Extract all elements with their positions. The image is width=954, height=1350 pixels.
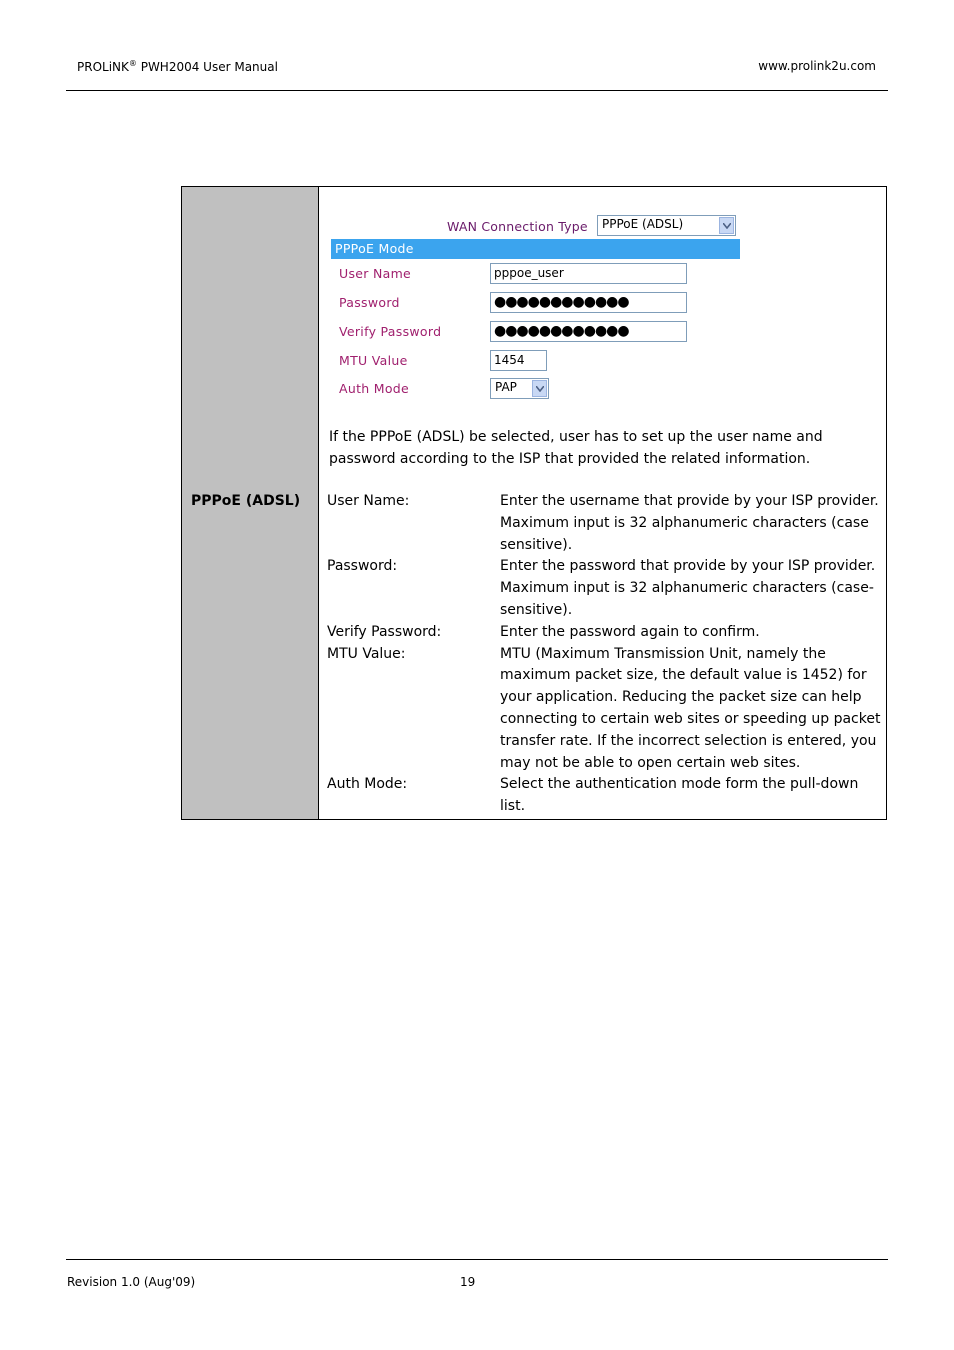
auth-mode-value: PAP — [495, 380, 517, 394]
pppoe-mode-title: PPPoE Mode — [335, 241, 414, 256]
definition-term: Auth Mode: — [327, 776, 408, 793]
definition-row — [327, 491, 883, 556]
definition-term: MTU Value: — [327, 645, 406, 662]
definition-term: Verify Password: — [327, 623, 442, 640]
definition-desc: Enter the username that provide by your ISP provider. Maximum input is 32 alphanumeric characters (case sensitive). — [500, 493, 879, 553]
chevron-down-icon[interactable] — [719, 217, 734, 234]
definition-desc: Enter the password again to confirm. — [500, 623, 760, 640]
definition-row — [327, 774, 883, 818]
page-number: 19 — [460, 1275, 476, 1289]
definition-desc: Select the authentication mode form the pull-down list. — [500, 776, 859, 815]
user-name-label: User Name — [339, 266, 412, 281]
definition-row — [327, 644, 883, 775]
mtu-value-input[interactable]: 1454 — [490, 350, 547, 371]
definition-list — [327, 491, 883, 818]
wan-connection-type-label: WAN Connection Type — [447, 219, 588, 234]
manual-title: PWH2004 User Manual — [136, 60, 278, 74]
chevron-down-icon[interactable] — [532, 380, 547, 397]
table-content-cell — [319, 187, 886, 819]
intro-paragraph: If the PPPoE (ADSL) be selected, user has to set up the user name and password according to the ISP that provided the related information. — [329, 429, 823, 467]
auth-mode-label: Auth Mode — [339, 381, 410, 396]
header-divider — [66, 90, 888, 91]
verify-password-input[interactable]: ●●●●●●●●●●●● — [490, 321, 687, 342]
definition-desc: MTU (Maximum Transmission Unit, namely the maximum packet size, the default value is 1452) for your application. Reducing the packet size can help connecting to certain web sites or speeding up packet transfer rate. If the incorrect selection is entered, you may not be able to open certain web sites. — [500, 645, 881, 771]
password-label: Password — [339, 295, 400, 310]
definition-desc: Enter the password that provide by your ISP provider. Maximum input is 32 alphanumeric characters (case-sensitive). — [500, 558, 876, 618]
footer-divider — [66, 1259, 888, 1260]
auth-mode-select[interactable] — [490, 378, 549, 399]
header-title — [77, 59, 278, 74]
pppoe-mode-title-bar — [331, 239, 740, 259]
pppoe-form-screenshot — [319, 187, 886, 407]
definition-term: User Name: — [327, 493, 410, 509]
definition-row — [327, 556, 883, 621]
mtu-value-label: MTU Value — [339, 353, 408, 368]
pppoe-table — [181, 186, 887, 820]
definition-row — [327, 622, 883, 644]
brand-name: PROLiNK — [77, 60, 129, 74]
password-input[interactable]: ●●●●●●●●●●●● — [490, 292, 687, 313]
wan-select-value: PPPoE (ADSL) — [602, 217, 684, 231]
user-name-input[interactable]: pppoe_user — [490, 263, 687, 284]
wan-connection-type-select[interactable] — [597, 215, 736, 236]
verify-password-label: Verify Password — [339, 324, 442, 339]
definition-term: Password: — [327, 558, 398, 575]
header-url: www.prolink2u.com — [758, 59, 876, 73]
table-label: PPPoE (ADSL) — [191, 493, 301, 509]
registered-mark: ® — [128, 59, 137, 68]
table-label-cell — [182, 187, 319, 819]
footer-revision: Revision 1.0 (Aug'09) — [67, 1275, 196, 1289]
